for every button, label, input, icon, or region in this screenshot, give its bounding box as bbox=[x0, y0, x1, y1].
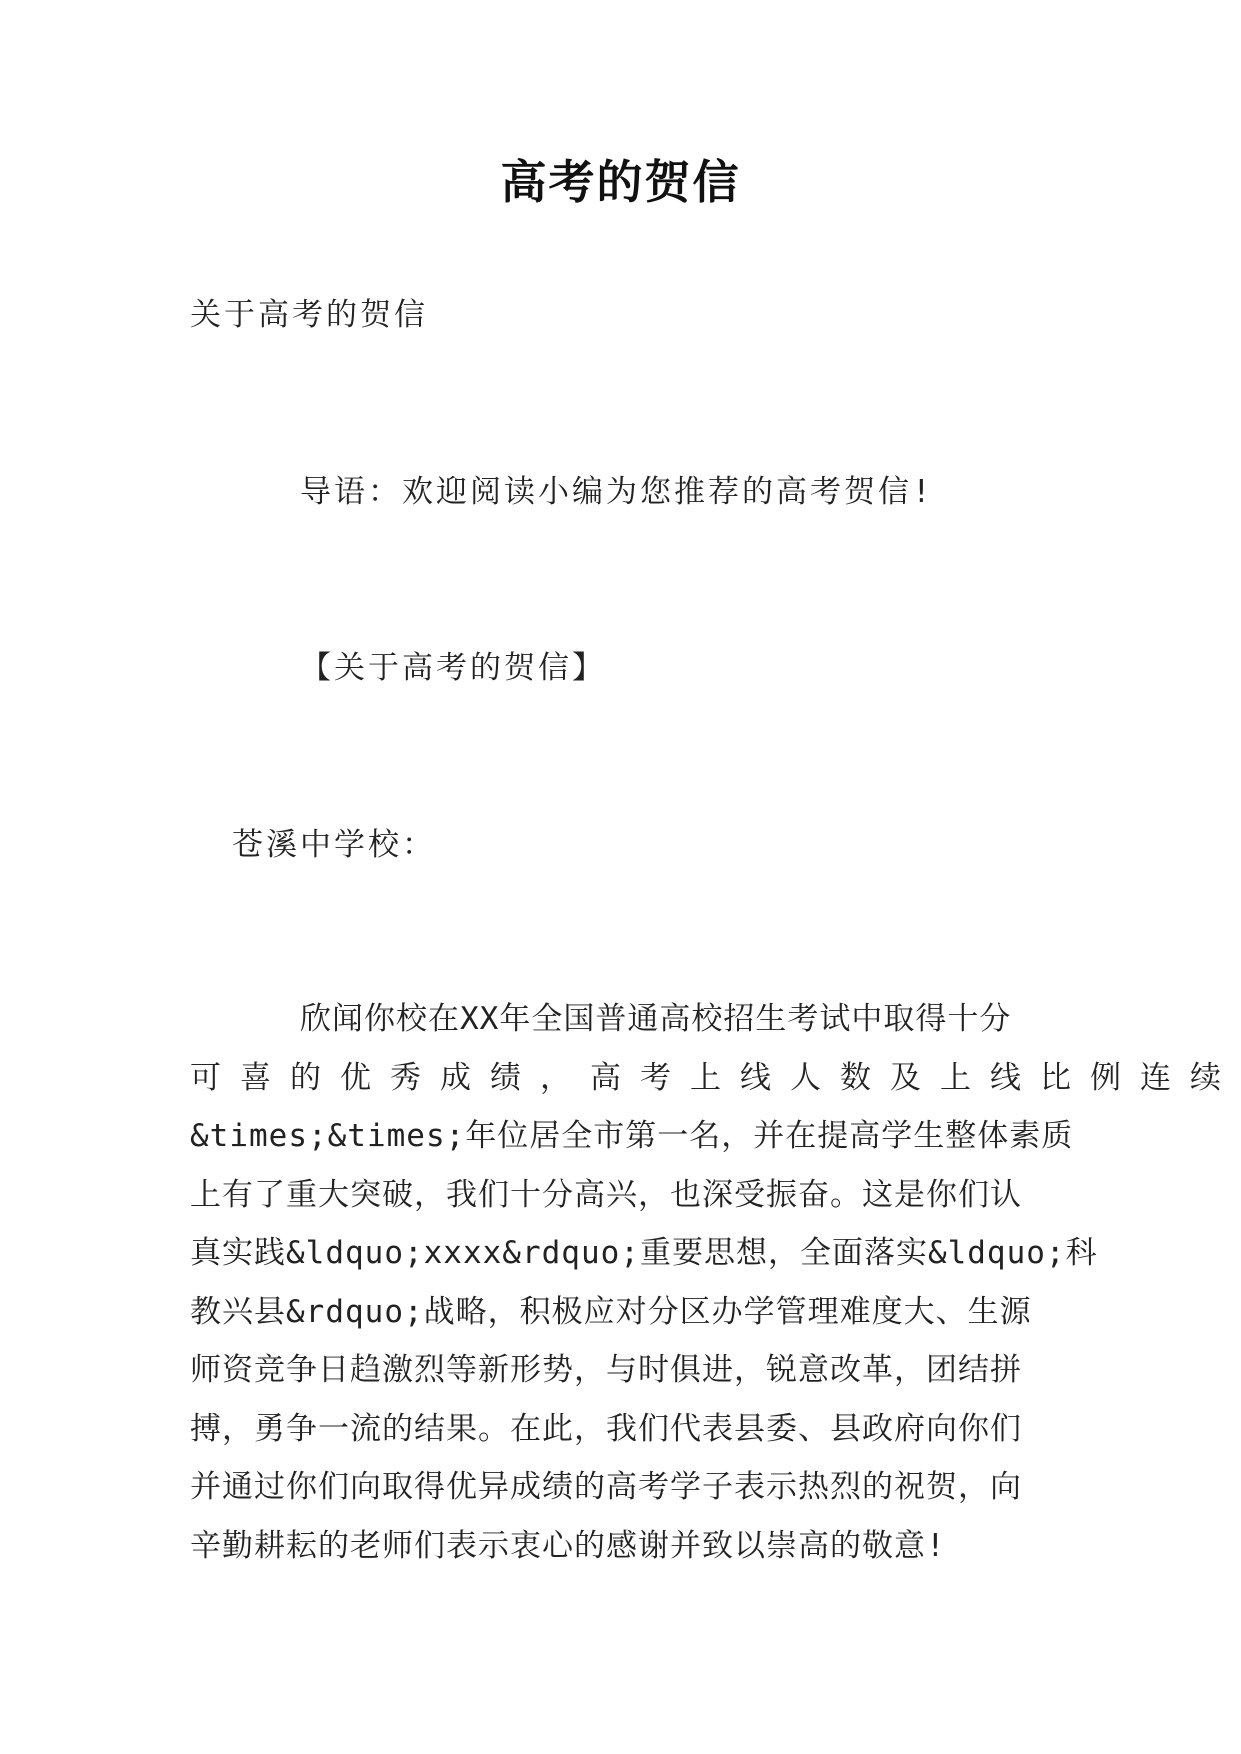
intro-paragraph: 导语：欢迎阅读小编为您推荐的高考贺信! bbox=[300, 474, 934, 510]
body-line: 师资竞争日趋激烈等新形势，与时俱进，锐意改革，团结拼 bbox=[190, 1352, 1022, 1388]
body-line: 教兴县&rdquo;战略，积极应对分区办学管理难度大、生源 bbox=[190, 1293, 1032, 1330]
body-line: 搏，勇争一流的结果。在此，我们代表县委、县政府向你们 bbox=[190, 1410, 1022, 1447]
body-line: 并通过你们向取得优异成绩的高考学子表示热烈的祝贺，向 bbox=[190, 1469, 1022, 1505]
document-subtitle: 关于高考的贺信 bbox=[190, 297, 428, 333]
bracket-heading: 【关于高考的贺信】 bbox=[300, 650, 606, 686]
body-line: &times;&times;年位居全市第一名，并在提高学生整体素质 bbox=[190, 1118, 1074, 1154]
body-line: 可喜的优秀成绩，高考上线人数及上线比例连续 bbox=[190, 1059, 1240, 1096]
body-paragraph bbox=[190, 990, 1240, 1575]
body-line: 真实践&ldquo;xxxx&rdquo;重要思想，全面落实&ldquo;科 bbox=[190, 1235, 1098, 1271]
document-title: 高考的贺信 bbox=[500, 155, 741, 209]
body-line: 欣闻你校在XX年全国普通高校招生考试中取得十分 bbox=[300, 1001, 1012, 1037]
body-line: 上有了重大突破，我们十分高兴，也深受振奋。这是你们认 bbox=[190, 1176, 1022, 1213]
salutation: 苍溪中学校： bbox=[232, 827, 436, 863]
body-line: 辛勤耕耘的老师们表示衷心的感谢并致以崇高的敬意! bbox=[190, 1527, 946, 1564]
